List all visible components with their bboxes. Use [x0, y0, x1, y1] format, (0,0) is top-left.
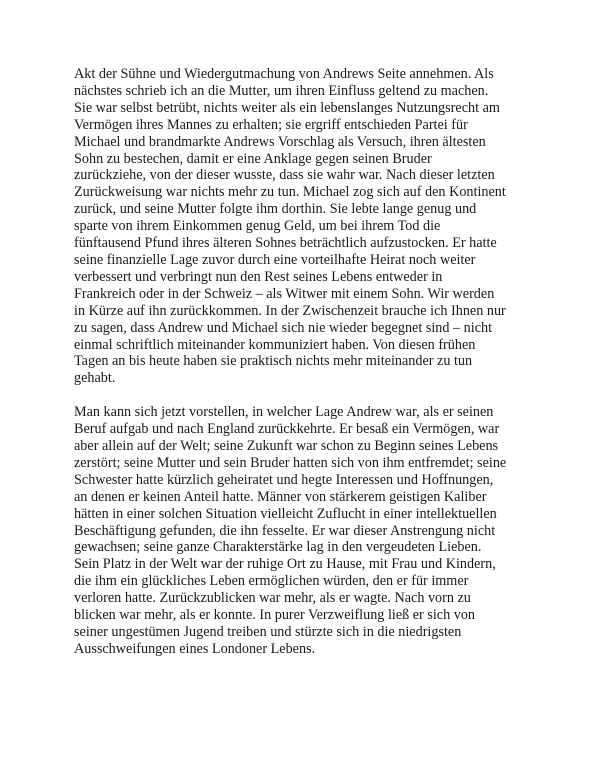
text-line: fünftausend Pfund ihres älteren Sohnes beträchtlich aufzustocken. Er hatte — [74, 235, 497, 252]
text-line: Sohn zu bestechen, damit er eine Anklage gegen seinen Bruder — [74, 150, 432, 167]
text-line: zu sagen, dass Andrew und Michael sich nie wieder begegnet sind – nicht — [74, 319, 493, 336]
text-line: Tagen an bis heute haben sie praktisch nichts mehr miteinander zu tun — [74, 353, 473, 370]
text-line: aber allein auf der Welt; seine Zukunft war schon zu Beginn seines Lebens — [74, 438, 499, 455]
text-line: Beruf aufgab und nach England zurückkehrte. Er besaß ein Vermögen, war — [74, 421, 500, 438]
paragraph-2 — [74, 404, 534, 658]
text-line: Zurückweisung war nichts mehr zu tun. Michael zog sich auf den Kontinent — [74, 184, 506, 201]
text-line: Frankreich oder in der Schweiz – als Witwer mit einem Sohn. Wir werden — [74, 285, 495, 302]
text-line: Michael und brandmarkte Andrews Vorschlag als Versuch, ihren ältesten — [74, 133, 486, 150]
text-line: hätten in einer solchen Situation vielleicht Zuflucht in einer intellektuellen — [74, 505, 497, 522]
text-line: Sie war selbst betrübt, nichts weiter als ein lebenslanges Nutzungsrecht am — [74, 99, 500, 116]
text-line: verbessert und verbringt nun den Rest seines Lebens entweder in — [74, 268, 443, 285]
text-line: zurückziehe, von der dieser wusste, dass sie wahr war. Nach dieser letzten — [74, 167, 495, 184]
paragraph-spacer — [74, 387, 534, 404]
document-body — [74, 66, 534, 658]
text-line: Vermögen ihres Mannes zu erhalten; sie ergriff entschieden Partei für — [74, 116, 468, 133]
text-line: Man kann sich jetzt vorstellen, in welcher Lage Andrew war, als er seinen — [74, 404, 494, 421]
text-line: Ausschweifungen eines Londoner Lebens. — [74, 640, 316, 657]
text-line: einmal schriftlich miteinander kommuniziert haben. Von diesen frühen — [74, 336, 476, 353]
text-line: verloren hatte. Zurückzublicken war mehr, als er wagte. Nach vorn zu — [74, 590, 471, 607]
text-line: zurück, und seine Mutter folgte ihm dorthin. Sie lebte lange genug und — [74, 201, 477, 218]
text-line: sparte von ihrem Einkommen genug Geld, um bei ihrem Tod die — [74, 218, 441, 235]
text-line: Schwester hatte kürzlich geheiratet und hegte Interessen und Hoffnungen, — [74, 471, 494, 488]
text-line: Beschäftigung gefunden, die ihn fesselte. Er war dieser Anstrengung nicht — [74, 522, 496, 539]
text-line: in Kürze auf ihn zurückkommen. In der Zwischenzeit brauche ich Ihnen nur — [74, 302, 506, 319]
text-line: seiner ungestümen Jugend treiben und stürzte sich in die niedrigsten — [74, 624, 462, 640]
text-line: Akt der Sühne und Wiedergutmachung von Andrews Seite annehmen. Als — [74, 66, 494, 82]
text-line: gehabt. — [74, 370, 116, 387]
text-line: gewachsen; seine ganze Charakterstärke lag in den vergeudeten Lieben. — [74, 539, 482, 556]
text-line: zerstört; seine Mutter und sein Bruder hatten sich von ihm entfremdet; seine — [74, 454, 507, 471]
text-line: blicken war mehr, als er konnte. In purer Verzweiflung ließ er sich von — [74, 607, 476, 624]
text-line: an denen er keinen Anteil hatte. Männer von stärkerem geistigen Kaliber — [74, 488, 487, 505]
text-line: nächstes schrieb ich an die Mutter, um ihren Einfluss geltend zu machen. — [74, 82, 489, 99]
text-line: die ihm ein glückliches Leben ermöglichen würden, den er für immer — [74, 573, 469, 590]
text-line: Sein Platz in der Welt war der ruhige Ort zu Hause, mit Frau und Kindern, — [74, 556, 496, 573]
text-line: seine finanzielle Lage zuvor durch eine vorteilhafte Heirat noch weiter — [74, 251, 476, 268]
paragraph-1 — [74, 66, 534, 387]
